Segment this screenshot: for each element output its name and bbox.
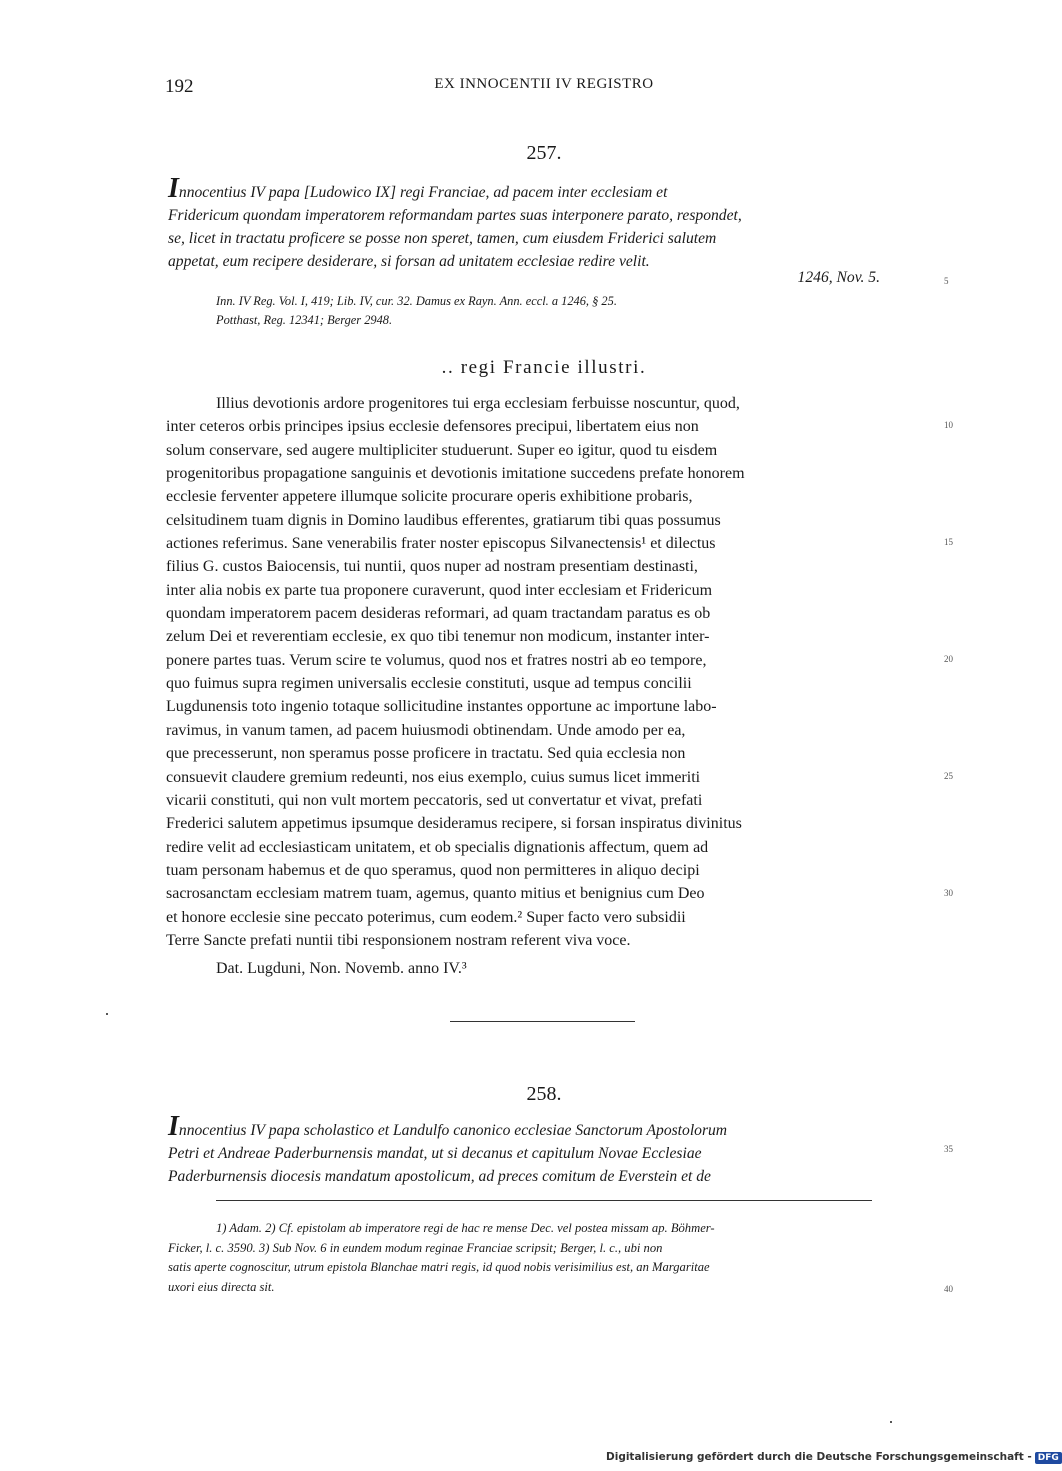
summary-line: Fridericum quondam imperatorem reformandam partes suas interponere parato, respondet, [168,207,742,224]
letter-258-summary [168,1113,920,1188]
line-number: 5 [944,276,949,286]
running-head: EX INNOCENTII IV REGISTRO [434,76,654,92]
letter-257-references [216,292,896,330]
summary-line: Innocentius IV papa scholastico et Landulfo canonico ecclesiae Sanctorum Apostolorum [168,1111,728,1142]
reference-line: Inn. IV Reg. Vol. I, 419; Lib. IV, cur. 32. Damus ex Rayn. Ann. eccl. a 1246, § 25. [216,294,617,308]
letter-257-datum: Dat. Lugduni, Non. Novemb. anno IV.³ [216,960,467,977]
body-line: ravimus, in vanum tamen, ad pacem huiusmodi obtinendam. Unde amodo per ea, [166,721,686,739]
line-number: 35 [944,1144,953,1154]
body-line: consuevit claudere gremium redeunti, nos eius exemplo, cuius sumus licet immeriti [166,768,701,786]
body-line: inter ceteros orbis principes ipsius ecclesie defensores precipui, libertatem eius non [166,418,699,436]
body-line: solum conservare, sed augere multipliciter studuerunt. Super eo igitur, quod tu eisdem [166,441,718,459]
letter-257-body [166,392,922,952]
body-line: Terre Sancte prefati nuntii tibi responsionem nostram referent viva voce. [166,931,631,949]
footnote-line: uxori eius directa sit. [168,1279,275,1294]
body-line: ecclesie ferventer appetere illumque solicite procurare operis exhibitione probaris, [166,488,693,506]
body-line: redire velit ad ecclesiasticam unitatem, et ob specialis dignationis affectum, quem ad [166,838,709,856]
body-line: zelum Dei et reverentiam ecclesie, ex quo tibi tenemur non modicum, instanter inter- [166,628,710,646]
letter-257-address: .. regi Francie illustri. [441,357,647,378]
line-number: 30 [944,888,953,898]
footnote-line: 1) Adam. 2) Cf. epistolam ab imperatore regi de hac re mense Dec. vel postea missam ap. Böhmer- [216,1221,715,1235]
body-line: Illius devotionis ardore progenitores tui erga ecclesiam ferbuisse noscuntur, quod, [216,395,740,412]
scan-speck [106,1013,108,1015]
digitization-credit[interactable] [606,1451,1062,1464]
section-divider [450,1021,635,1022]
line-number: 20 [944,654,953,664]
footnote-line: Ficker, l. c. 3590. 3) Sub Nov. 6 in eundem modum reginae Franciae scripsit; Berger, l. c., ubi non [168,1240,663,1255]
letter-257-date: 1246, Nov. 5. [797,269,880,286]
body-line: actiones referimus. Sane venerabilis frater noster episcopus Silvanectensis¹ et dilectus [166,535,716,553]
body-line: quondam imperatorem pacem desideras reformari, ad quam tractandam paratus es ob [166,605,711,623]
footnote-line: satis aperte cognoscitur, utrum epistola Blanchae matri regis, id quod nobis verisimilius est, an Margaritae [168,1260,710,1274]
dropcap: I [168,1111,179,1142]
body-line: sacrosanctam ecclesiam matrem tuam, agemus, quanto mitius et benignius cum Deo [166,885,705,903]
summary-line: se, licet in tractatu proficere se posse non speret, tamen, cum eiusdem Friderici salutem [168,230,717,247]
body-line: ponere partes tuas. Verum scire te volumus, quod nos et fratres nostri ab eo tempore, [166,651,707,669]
body-line: filius G. custos Baiocensis, tui nuntii, quos nuper ad nostram presentiam destinasti, [166,558,698,576]
line-number: 25 [944,771,953,781]
page-number: 192 [165,76,194,97]
body-line: vicarii constituti, qui non vult mortem peccatoris, sed ut convertatur et vivat, prefati [166,791,703,809]
line-number: 10 [944,420,953,430]
summary-line: appetat, eum recipere desiderare, si forsan ad unitatem ecclesiae redire velit. [168,253,650,270]
body-line: que precesserunt, non speramus posse proficere in tractatu. Sed quia ecclesia non [166,745,686,763]
scan-speck [890,1421,892,1423]
summary-line: Innocentius IV papa [Ludowico IX] regi Franciae, ad pacem inter ecclesiam et [168,173,668,204]
line-number: 15 [944,537,953,547]
footnote-rule [216,1200,872,1201]
footnotes [168,1219,922,1297]
body-line: quo fuimus supra regimen universalis ecclesie constituti, usque ad tempus concilii [166,675,692,693]
summary-line: Paderburnensis diocesis mandatum apostolicum, ad preces comitum de Everstein et de [168,1168,711,1185]
letter-257-summary [168,175,920,273]
summary-line: Petri et Andreae Paderburnensis mandat, ut si decanus et capitulum Novae Ecclesiae [168,1145,702,1162]
letter-258-number: 258. [526,1083,562,1105]
body-line: et honore ecclesie sine peccato poterimus, cum eodem.² Super facto vero subsidii [166,908,686,926]
page-header [165,76,923,100]
body-line: Frederici salutem appetimus ipsumque desideramus recipere, si forsan inspiratus divinitus [166,815,742,833]
body-line: tuam personam habemus et de quo speramus, quod non permitteres in aliquo decipi [166,861,700,879]
reference-line: Potthast, Reg. 12341; Berger 2948. [216,313,393,327]
body-line: celsitudinem tuam dignis in Domino laudibus efferentes, gratiarum tibi quas possumus [166,511,721,529]
body-line: progenitoribus propagatione sanguinis et devotionis imitatione succedens prefate honorem [166,465,745,483]
body-line: Lugdunensis toto ingenio totaque sollicitudine instantes opportune ac importune labo- [166,698,717,716]
dropcap: I [168,173,179,204]
dfg-logo-icon: DFG [1035,1452,1062,1464]
line-number: 40 [944,1284,953,1294]
body-line: inter alia nobis ex parte tua proponere curaverunt, quod inter ecclesiam et Fridericum [166,581,713,599]
digitization-text: Digitalisierung gefördert durch die Deutsche Forschungsgemeinschaft - [606,1451,1032,1463]
letter-257-number: 257. [526,142,562,164]
